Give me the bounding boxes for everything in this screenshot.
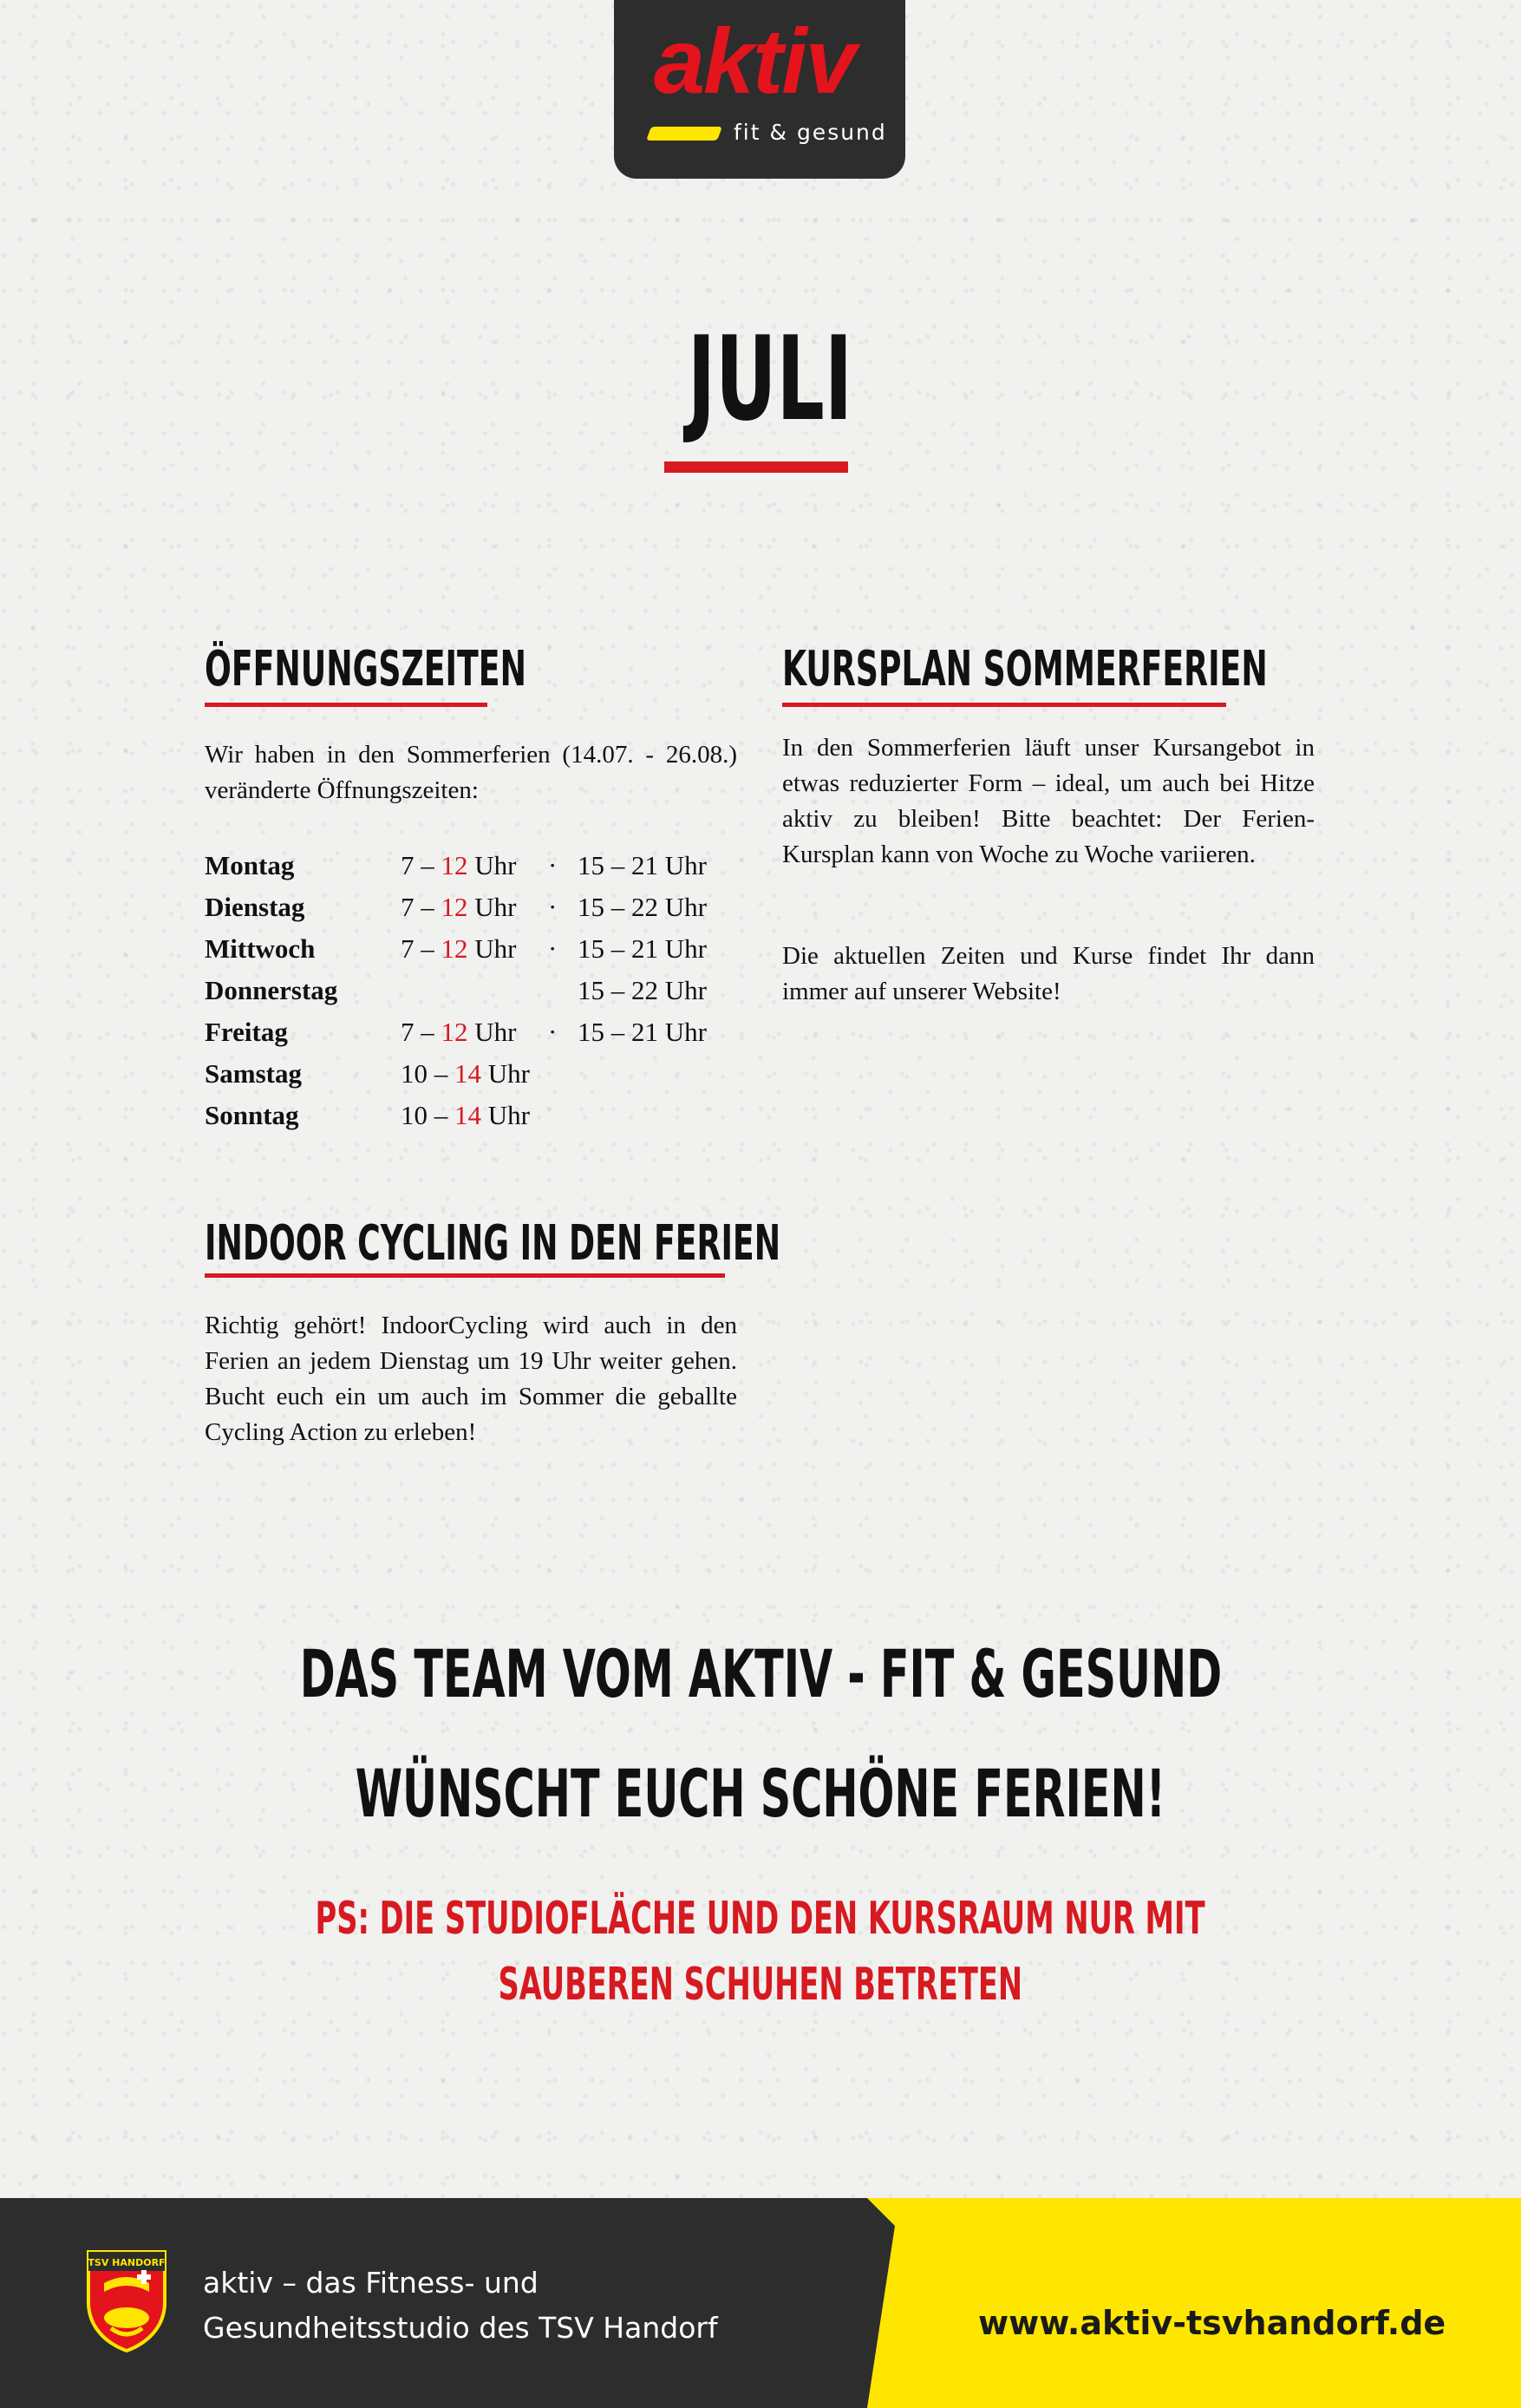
- hours-morning: [401, 970, 548, 1011]
- hours-morning-end: 12: [441, 850, 468, 880]
- hours-morning-unit: Uhr: [467, 1017, 517, 1047]
- oeffnungszeiten-underline: [205, 703, 487, 707]
- hours-row: [205, 970, 742, 1011]
- hours-morning: [401, 928, 548, 970]
- hours-row: [205, 845, 742, 887]
- hours-morning-start: 10 –: [401, 1058, 454, 1089]
- hours-morning-start: 10 –: [401, 1100, 454, 1130]
- footer-website-link[interactable]: www.aktiv-tsvhandorf.de: [978, 2304, 1446, 2342]
- hours-morning-end: 14: [454, 1100, 481, 1130]
- hours-morning-start: 7 –: [401, 892, 441, 922]
- footer-line-1: aktiv – das Fitness- und: [203, 2266, 539, 2300]
- hours-day: Dienstag: [205, 892, 305, 922]
- title-underline: [664, 461, 848, 473]
- hours-day: Donnerstag: [205, 975, 338, 1005]
- page-title: JULI: [687, 311, 853, 447]
- hours-afternoon: [578, 1095, 742, 1136]
- hours-morning-end: 14: [454, 1058, 481, 1089]
- hours-afternoon: 15 – 22 Uhr: [578, 892, 707, 922]
- hours-separator: ·: [548, 1017, 558, 1047]
- ps-line-2: SAUBEREN SCHUHEN BETRETEN: [498, 1959, 1023, 2011]
- hours-morning-end: 12: [441, 933, 468, 964]
- hours-afternoon: 15 – 21 Uhr: [578, 1017, 707, 1047]
- cycling-text: Richtig gehört! IndoorCycling wird auch in den Ferien an jedem Dienstag um 19 Uhr weiter gehen. Bucht euch ein um auch im Sommer die geballte Cycling Action zu erleben!: [205, 1312, 737, 1446]
- hours-day: Freitag: [205, 1017, 288, 1047]
- oeffnungszeiten-heading: ÖFFNUNGSZEITEN: [205, 641, 526, 697]
- hours-morning-end: 12: [441, 892, 468, 922]
- hours-row: [205, 887, 742, 928]
- hours-morning: [401, 1053, 548, 1095]
- hours-row: [205, 1053, 742, 1095]
- kursplan-heading: KURSPLAN SOMMERFERIEN: [782, 641, 1268, 697]
- hours-morning-start: 7 –: [401, 933, 441, 964]
- opening-hours-table: [205, 845, 742, 1136]
- hours-separator: ·: [548, 892, 558, 922]
- hours-morning: [401, 845, 548, 887]
- hours-morning-unit: Uhr: [481, 1058, 530, 1089]
- hours-morning-end: 12: [441, 1017, 468, 1047]
- footer-line-2: Gesundheitsstudio des TSV Handorf: [203, 2311, 718, 2345]
- hours-afternoon: 15 – 21 Uhr: [578, 933, 707, 964]
- oeffnungszeiten-intro: Wir haben in den Sommerferien (14.07. - 26.08.) veränderte Öffnungszeiten:: [205, 741, 737, 804]
- hours-morning-start: 7 –: [401, 1017, 441, 1047]
- hours-row: [205, 1095, 742, 1136]
- hours-morning: [401, 1095, 548, 1136]
- tsv-handorf-crest-icon: [85, 2248, 168, 2352]
- hours-morning-unit: Uhr: [481, 1100, 530, 1130]
- hours-day: Mittwoch: [205, 933, 316, 964]
- hours-morning-unit: Uhr: [467, 933, 517, 964]
- hours-afternoon: [578, 1053, 742, 1095]
- closing-line-2: WÜNSCHT EUCH SCHÖNE FERIEN!: [355, 1755, 1166, 1832]
- svg-text:TSV HANDORF: TSV HANDORF: [88, 2257, 166, 2268]
- kursplan-paragraph-2: Die aktuellen Zeiten und Kurse findet Ihr dann immer auf unserer Website!: [782, 942, 1315, 1005]
- ps-line-1: PS: DIE STUDIOFLÄCHE UND DEN KURSRAUM NUR MIT: [315, 1893, 1206, 1945]
- hours-row: [205, 1011, 742, 1053]
- cycling-underline: [205, 1273, 725, 1278]
- hours-separator: ·: [548, 850, 558, 880]
- logo-tagline: fit & gesund: [734, 120, 887, 145]
- hours-day: Montag: [205, 850, 295, 880]
- hours-morning-unit: Uhr: [467, 892, 517, 922]
- hours-separator: ·: [548, 933, 558, 964]
- hours-afternoon: 15 – 22 Uhr: [578, 975, 707, 1005]
- hours-separator: [548, 1095, 578, 1136]
- hours-day: Samstag: [205, 1058, 302, 1089]
- closing-line-1: DAS TEAM VOM AKTIV - FIT & GESUND: [299, 1635, 1222, 1712]
- hours-day: Sonntag: [205, 1100, 299, 1130]
- logo-accent-bar: [646, 127, 722, 141]
- hours-morning-start: 7 –: [401, 850, 441, 880]
- hours-separator: [548, 970, 578, 1011]
- kursplan-paragraph-1: In den Sommerferien läuft unser Kursangebot in etwas reduzierter Form – ideal, um auch bei Hitze aktiv zu bleiben! Bitte beachtet: Der Ferien-Kursplan kann von Woche zu Woche variieren.: [782, 734, 1315, 868]
- hours-separator: [548, 1053, 578, 1095]
- hours-morning: [401, 887, 548, 928]
- hours-morning: [401, 1011, 548, 1053]
- hours-row: [205, 928, 742, 970]
- hours-afternoon: 15 – 21 Uhr: [578, 850, 707, 880]
- cycling-heading: INDOOR CYCLING IN DEN FERIEN: [205, 1215, 781, 1272]
- kursplan-underline: [782, 703, 1226, 707]
- logo-wordmark: aktiv: [654, 10, 855, 113]
- footer-description: [203, 2261, 718, 2351]
- hours-morning-unit: Uhr: [467, 850, 517, 880]
- logo: [614, 0, 905, 179]
